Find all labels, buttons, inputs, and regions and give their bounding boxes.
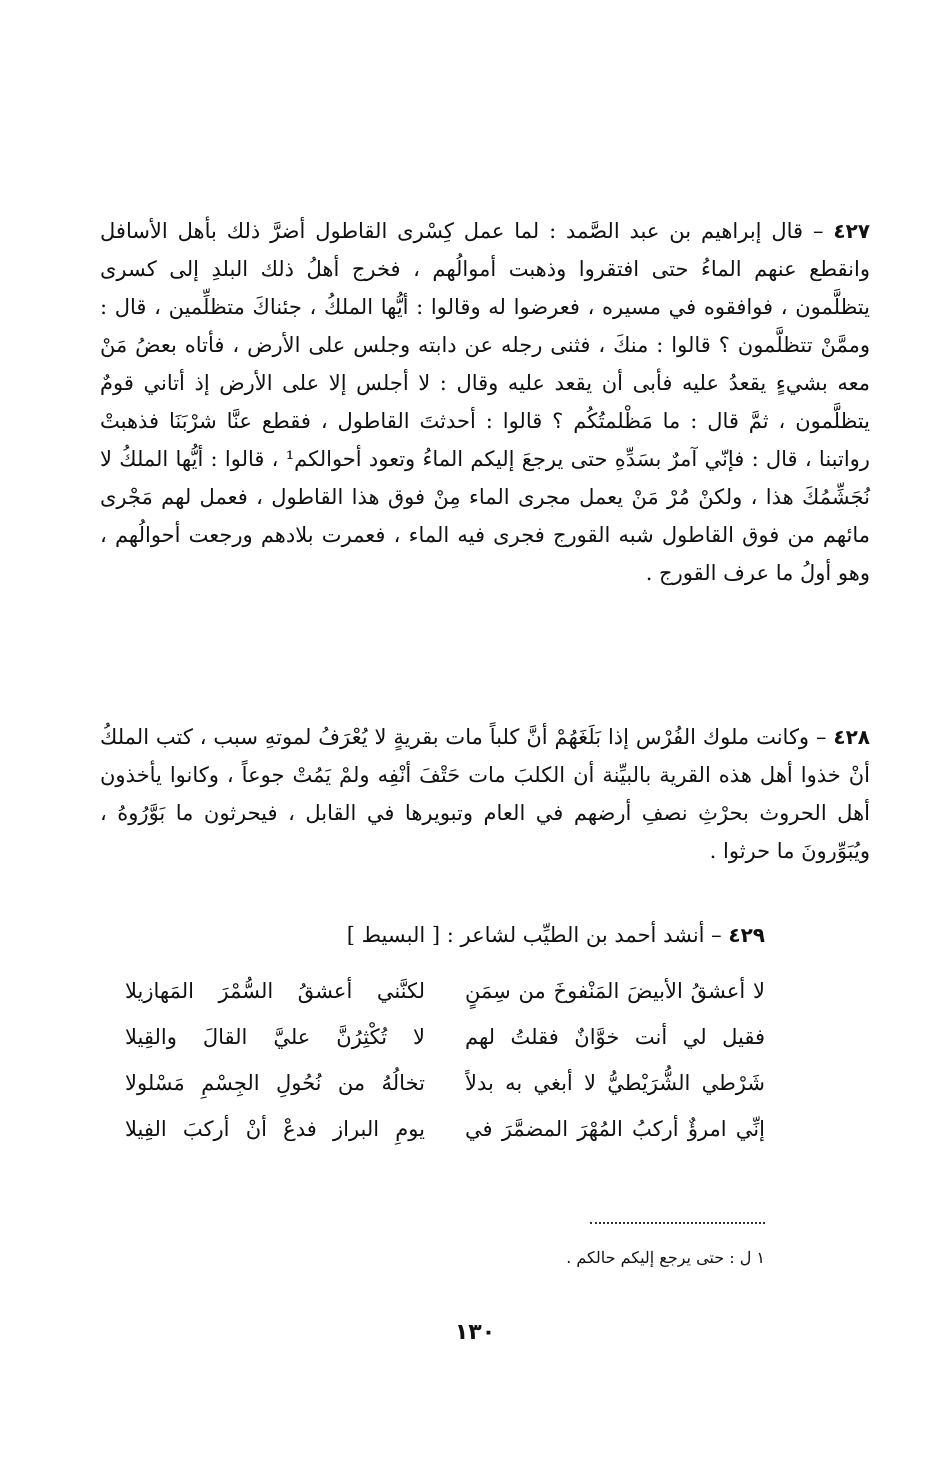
text-line: – أنشد أحمد بن الطيِّب لشاعر : [ البسيط ] <box>346 923 722 947</box>
poem-first-hemistich: شَرْطي الشُّرَيْطيُّ لا أبغي به بدلاً <box>465 1071 765 1095</box>
text-line: الملكُ لا نُجَشِّمُكَ هذا ، ولكنْ مُرْ مَنْ يعمل مجرى الماء مِنْ فوق هذا القاطول ، <box>100 447 870 509</box>
text-line: الملكُ ، جئناكَ متظلِّمين ، قال : وممَّنْ تتظلَّمون ؟ قالوا : منكَ ، فثنى رجله <box>100 295 870 357</box>
text-line: فعمل لهم مَجْرى مائهم من فوق القاطول شبه القورج فجرى فيه الماء ، فعمرت <box>100 485 871 547</box>
poem-verse <box>125 1014 765 1060</box>
text-line: وتبويرها في القابل ، فيحرثون ما بَوَّرُوهُ ، ويُبَوِّرونَ ما حرثوا . <box>100 801 870 863</box>
poem-second-hemistich: لا تُكْثِرُنَّ عليَّ القالَ والقِيلا <box>125 1025 425 1049</box>
entry-number: ٤٢٨ <box>833 725 871 749</box>
poem-verse <box>125 1060 765 1106</box>
text-line: بأهل الأسافل وانقطع عنهم الماءُ حتى افتقروا وذهبت أموالُهم ، فخرج أهلُ ذلك <box>100 219 871 281</box>
footnote: ١ ل : حتى يرجع إليكم حالكم . <box>566 1248 765 1267</box>
poem-first-hemistich: لا أعشقُ الأبيضَ المَنْفوخَ من سِمَنٍ <box>465 979 765 1003</box>
text-line: يقعد عليه وقال : لا أجلس إلا على الأرض إذ أتاني قومٌ يتظلَّمون ، ثمَّ قال : <box>100 371 871 433</box>
entry-428 <box>100 718 870 870</box>
text-line: – قال إبراهيم بن عبد الصَّمد : لما عمل كِسْرى القاطول أضرَّ ذلك <box>226 219 824 243</box>
text-line: سبب ، كتب الملكُ أنْ خذوا أهل هذه القرية بالبيِّنة أن الكلبَ مات حَتْفَ أنْفِه <box>100 725 870 787</box>
poem-verse <box>125 1106 765 1152</box>
text-line: ولمْ يَمُتْ جوعاً ، وكانوا يأخذون أهل الحروث بحرْثِ نصفِ أرضهم في العام <box>100 763 870 825</box>
poem-second-hemistich: تخالُهُ من نُحُولِ الجِسْمِ مَسْلولا <box>125 1071 425 1095</box>
text-line: البلدِ إلى كسرى يتظلَّمون ، فوافقوه في مسيره ، فعرضوا له وقالوا : أيُّها <box>100 257 870 319</box>
text-line: ما مَظْلمتُكُم ؟ قالوا : أحدثتَ القاطول ، فقطع عنَّا شرْبَنَا فذهبتْ رواتبنا ، <box>100 409 870 471</box>
poem-first-hemistich: فقيل لي أنت خوَّانٌ فقلتُ لهم <box>465 1025 765 1049</box>
poem-verse <box>125 968 765 1014</box>
poem-second-hemistich: لكنَّني أعشقُ السُّمْرَ المَهازيلا <box>125 979 425 1003</box>
entry-number: ٤٢٧ <box>833 219 870 243</box>
entry-427 <box>100 212 870 592</box>
text-line: بلادهم ورجعت أحوالُهم ، وهو أولُ ما عرف القورج . <box>100 523 870 585</box>
page-number: ١٣٠ <box>454 1320 496 1345</box>
text-line: – وكانت ملوك الفُرْس إذا بَلَغَهُمْ أنَّ كلباً مات بقريةٍ لا يُعْرَفُ لموتهِ <box>264 725 827 749</box>
text-line: عن دابته وجلس على الأرض ، فأتاه بعضُ مَنْ معه بشيءٍ يقعدُ عليه فأبى أن <box>100 333 870 395</box>
entry-number: ٤٢٩ <box>728 923 765 947</box>
entry-429 <box>100 916 765 954</box>
footnote-divider <box>590 1222 765 1224</box>
poem-second-hemistich: يومِ البراز فدعْ أنْ أركبَ الفِيلا <box>125 1117 425 1141</box>
poem-first-hemistich: إنِّي امرؤٌ أركبُ المُهْرَ المضمَّرَ في <box>465 1117 765 1141</box>
text-line: قال : فإنّي آمرٌ بسَدِّهِ حتى يرجعَ إليكم الماءُ وتعود أحوالكم¹ ، قالوا : أيُّها <box>175 447 798 471</box>
poem <box>125 968 765 1152</box>
